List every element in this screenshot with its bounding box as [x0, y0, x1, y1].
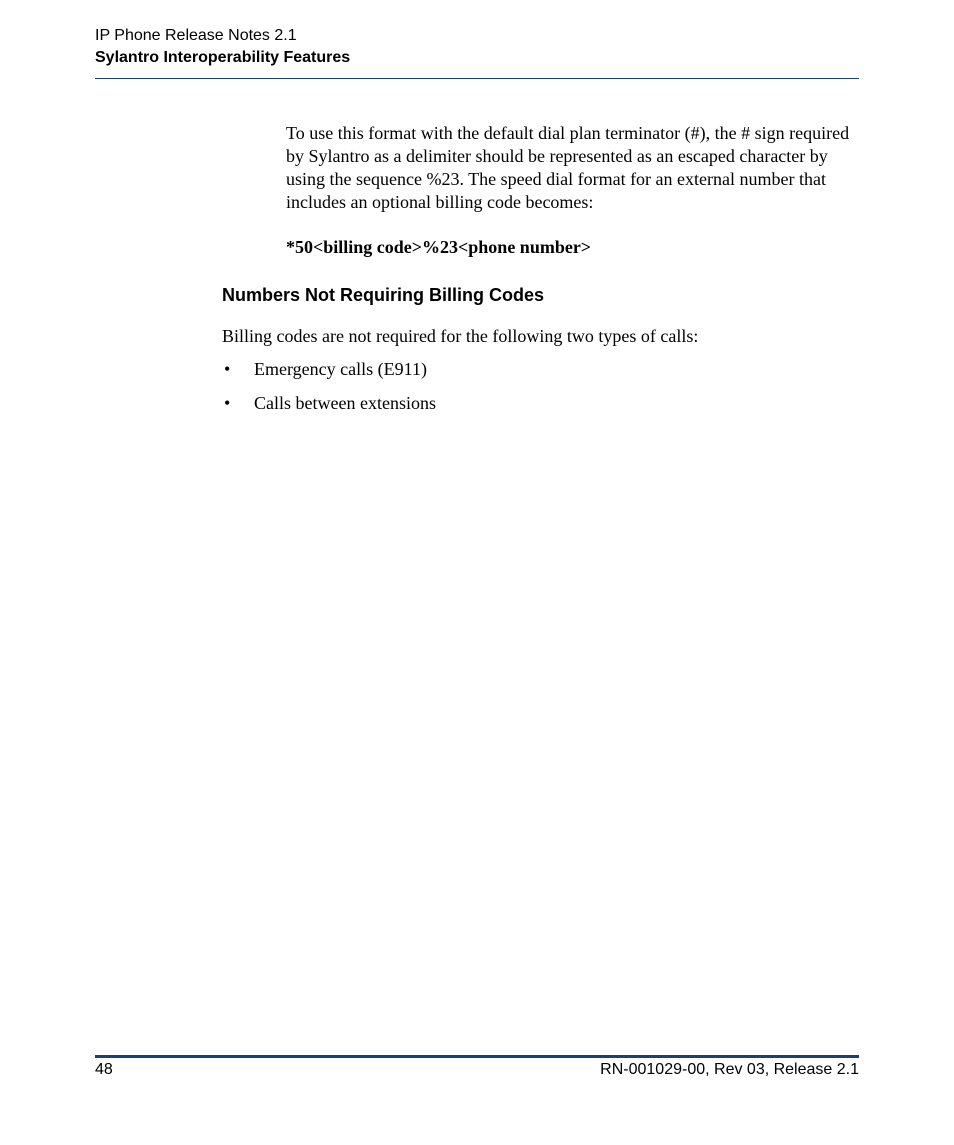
page-header [95, 26, 859, 68]
bullet-list [222, 358, 436, 426]
format-description-paragraph: To use this format with the default dial plan terminator (#), the # sign required by Sylantro as a delimiter should be represented as an escaped character by using the sequence %23. The speed dial format for an external number that includes an optional billing code becomes: [286, 123, 850, 212]
list-item [222, 392, 436, 415]
page-footer [95, 1060, 859, 1080]
intro-paragraph: Billing codes are not required for the following two types of calls: [222, 326, 699, 346]
page-number: 48 [95, 1061, 113, 1078]
header-divider [95, 78, 859, 79]
document-title: IP Phone Release Notes 2.1 [95, 27, 297, 44]
speed-dial-format-code: *50<billing code>%23<phone number> [286, 237, 592, 257]
section-title: Sylantro Interoperability Features [95, 49, 351, 66]
section-subheading: Numbers Not Requiring Billing Codes [222, 285, 545, 305]
list-item [222, 358, 436, 381]
footer-divider [95, 1055, 859, 1058]
bullet-icon: • [224, 393, 231, 413]
list-item-text: Calls between extensions [254, 393, 436, 413]
document-id: RN-001029-00, Rev 03, Release 2.1 [600, 1061, 859, 1078]
list-item-text: Emergency calls (E911) [254, 359, 427, 379]
bullet-icon: • [224, 359, 231, 379]
